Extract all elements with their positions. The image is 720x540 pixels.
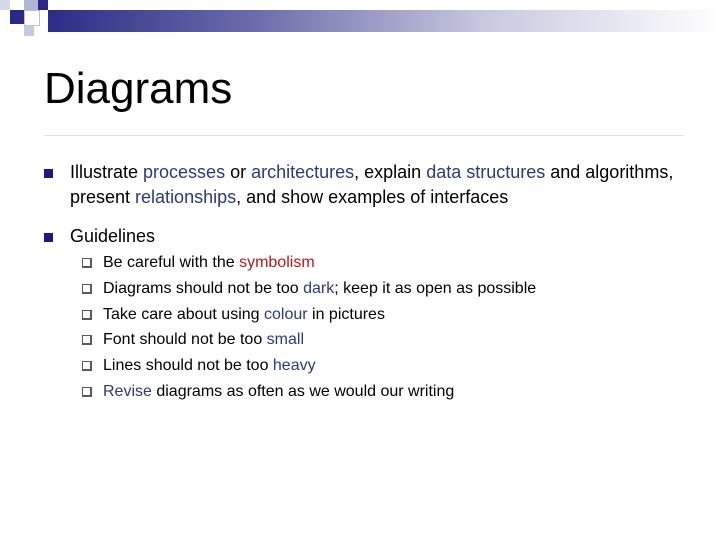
text-segment: , explain bbox=[354, 162, 427, 182]
text-segment: , and show examples of interfaces bbox=[236, 187, 509, 207]
guideline-item bbox=[82, 356, 536, 382]
guidelines-list bbox=[82, 253, 536, 408]
guideline-text: in pictures bbox=[307, 305, 385, 323]
guideline-item bbox=[82, 305, 536, 331]
highlighted-term: small bbox=[266, 331, 305, 349]
guideline-item bbox=[82, 253, 536, 279]
highlighted-term: architectures bbox=[251, 162, 355, 182]
highlighted-term: Revise bbox=[103, 382, 152, 400]
hollow-square-bullet-icon bbox=[82, 361, 92, 371]
guideline-text: Be careful with the bbox=[103, 254, 240, 271]
bullet-1-text bbox=[70, 160, 690, 210]
guideline-text: Lines should not be too bbox=[103, 357, 273, 375]
guideline-item bbox=[82, 382, 536, 408]
decor-square-3 bbox=[24, 10, 40, 26]
guideline-item bbox=[82, 330, 536, 356]
decor-square-2 bbox=[24, 0, 38, 10]
hollow-square-bullet-icon bbox=[82, 387, 92, 397]
text-segment: and algorithms, present bbox=[70, 162, 674, 207]
guideline-text: diagrams as often as we would our writing bbox=[151, 382, 455, 400]
title-divider bbox=[44, 135, 684, 136]
guideline-item bbox=[82, 279, 536, 305]
bullet-2-text: Guidelines bbox=[70, 226, 156, 246]
text-segment: or bbox=[225, 162, 252, 182]
highlighted-term: heavy bbox=[272, 357, 316, 375]
hollow-square-bullet-icon bbox=[82, 335, 92, 345]
highlighted-term: data structures bbox=[426, 162, 546, 182]
hollow-square-bullet-icon bbox=[82, 284, 92, 294]
text-segment: Illustrate bbox=[70, 162, 144, 182]
highlighted-term: dark bbox=[303, 279, 335, 297]
guideline-text: Font should not be too bbox=[103, 331, 267, 349]
bullet-square-2 bbox=[44, 233, 53, 242]
hollow-square-bullet-icon bbox=[82, 258, 92, 268]
decor-square-1 bbox=[10, 10, 24, 24]
slide-title: Diagrams bbox=[44, 64, 233, 113]
highlighted-term: symbolism bbox=[239, 254, 315, 271]
guideline-text: Take care about using bbox=[103, 305, 264, 323]
hollow-square-bullet-icon bbox=[82, 310, 92, 320]
decor-square-4 bbox=[24, 26, 34, 36]
highlighted-term: processes bbox=[143, 162, 226, 182]
highlighted-term: relationships bbox=[135, 187, 237, 207]
guideline-text: ; keep it as open as possible bbox=[334, 279, 537, 297]
top-gradient-band bbox=[48, 10, 720, 32]
bullet-square-1 bbox=[44, 169, 53, 178]
guideline-text: Diagrams should not be too bbox=[103, 279, 304, 297]
decor-square-5 bbox=[38, 0, 48, 10]
highlighted-term: colour bbox=[264, 305, 308, 323]
decor-square-6 bbox=[0, 0, 10, 10]
